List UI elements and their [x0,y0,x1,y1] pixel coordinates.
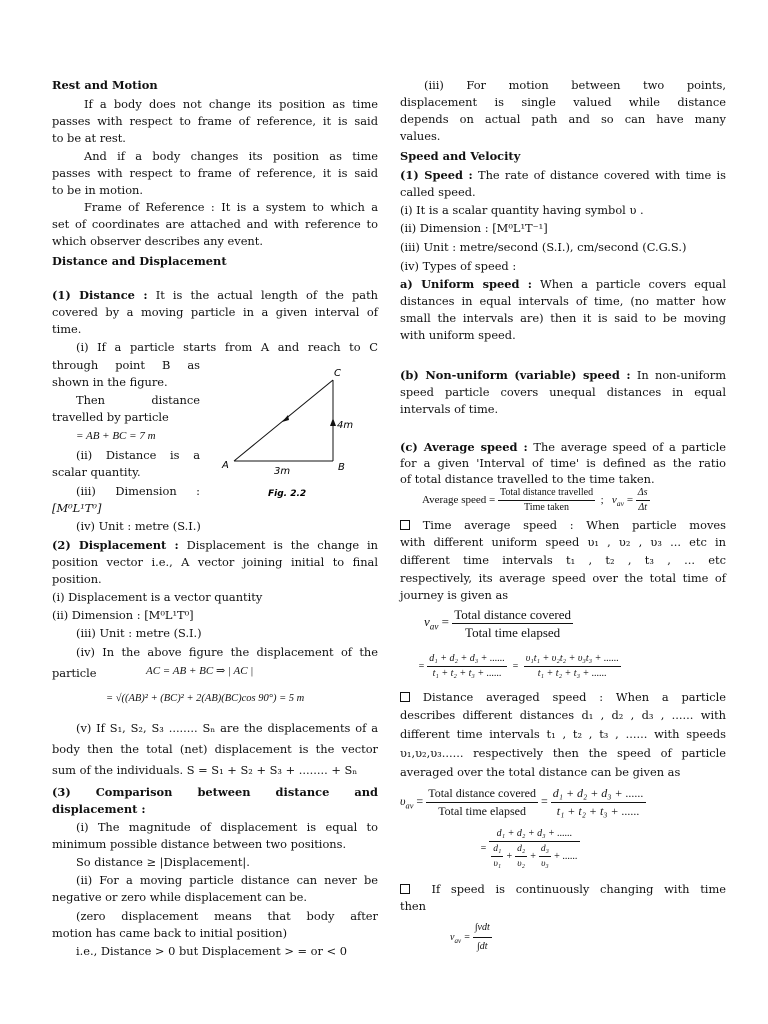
rest-line-2: passes with respect to frame of reference, it is said [52,114,378,128]
distance-ii-line-1: (ii) Distance is a [76,448,200,462]
comparison-so: So distance ≥ |Displacement|. [76,855,250,869]
vertex-b-label: B [338,462,345,473]
average-line-2: for a given 'Interval of time' is defined as the ratio [400,456,726,470]
displacement-line-3: position. [52,572,102,586]
comparison-i-line-2: minimum possible distance between two positions. [52,837,347,851]
heading-speed-velocity: Speed and Velocity [400,149,521,163]
continuous-line-1: If speed is continuously changing with time [400,882,726,896]
comparison-i-line-1: (i) The magnitude of displacement is equal to [76,820,378,834]
comparison-zero-line-1: (zero displacement means that body after [76,909,378,923]
distance-i-line-4: Then distance [76,393,200,407]
uniform-line-2: distances in equal intervals of time, (no matter how [400,294,726,308]
nonuniform-line-1: (b) Non-uniform (variable) speed : In non-uniform [400,368,727,382]
displacement-iv-particle: particle [52,666,97,680]
distance-line-1: (1) Distance : It is the actual length of the path [52,288,378,302]
comparison-heading-line-2: displacement : [52,802,146,816]
comparison-heading-line-1: (3) Comparison between distance and [52,785,378,799]
frame-line-3: which observer describes any event. [52,234,263,248]
speed-iv: (iv) Types of speed : [400,259,517,273]
displacement-i: (i) Displacement is a vector quantity [52,590,263,604]
uniform-heading: a) Uniform speed : [400,277,532,291]
side-ab-label: 3m [274,466,291,477]
checkbox-bullet-icon [400,884,410,894]
average-line-1: (c) Average speed : The average speed of a particle [400,440,726,454]
iii-line-2: displacement is single valued while distance [400,95,726,109]
rest-line-3: to be at rest. [52,131,126,145]
distance-average-line-1: Distance averaged speed : When a particle [400,690,726,704]
iii-line-1: (iii) For motion between two points, [424,78,726,92]
distance-unit: (iv) Unit : metre (S.I.) [76,519,201,533]
speed-ii: (ii) Dimension : [M⁰L¹T⁻¹] [400,221,548,235]
nonuniform-line-2: speed particle covers unequal distances in equal [400,385,726,399]
uniform-line-1: a) Uniform speed : When a particle covers equal [400,277,726,291]
distance-i-line-1: (i) If a particle starts from A and reach to C [76,340,378,354]
distance-i-line-3: shown in the figure. [52,375,168,389]
figure-caption: Fig. 2.2 [268,489,307,499]
time-average-line-3: different time intervals t₁ , t₂ , t₃ , ... etc [400,553,726,567]
displacement-v-line-1: (v) If S₁, S₂, S₃ ........ Sₙ are the displacements of a [76,721,378,735]
distance-i-line-5: travelled by particle [52,410,169,424]
displacement-v-line-3: sum of the individuals. S = S₁ + S₂ + S₃ + ........ + Sₙ [52,763,358,777]
comparison-ii-line-2: negative or zero while displacement can be. [52,890,307,904]
time-average-line-4: respectively, its average speed over the total time of [400,571,726,585]
vertex-a-label: A [222,460,229,471]
nonuniform-heading: (b) Non-uniform (variable) speed : [400,368,631,382]
distance-average-formula: $\upsilon_{av}$ = $\frac{\text{Total distance covered}}{\text{Total time elapsed}}$ = $\frac{\text{d₁ + d₂ + d₃ + ......}}{\text{t₁ + t₂ + t₃ + ......}}$ [400,785,644,818]
displacement-line-1: (2) Displacement : Displacement is the change in [52,538,379,552]
speed-iii: (iii) Unit : metre/second (S.I.), cm/second (C.G.S.) [400,240,687,254]
displacement-line-2: position vector i.e., A vector joining initial to final [52,555,378,569]
time-average-line-2: with different uniform speed υ₁ , υ₂ , υ₃ ... etc in [400,535,726,549]
distance-average-line-5: averaged over the total distance can be given as [400,765,681,779]
comparison-ie: i.e., Distance > 0 but Displacement > = or < 0 [76,944,348,958]
distance-average-velocity-formula: = d₁ + d₂ + d₃ + ...... $\frac{\text{d₁}}{\text{υ₁}}$ + $\frac{\text{d₂}}{\text{υ₂}}$ + $\frac{\text{d₃}}{\text{υ₃}}$ + ...... [480,827,578,869]
motion-line-3: to be in motion. [52,183,144,197]
distance-ii-line-2: scalar quantity. [52,465,141,479]
time-average-expanded-formula: = $\frac{\text{d₁ + d₂ + d₃ + ......}}{\text{t₁ + t₂ + t₃ + ......}}$ = $\frac{\text{υ₁t₁ + υ₂t₂ + υ₃t₃ + ......}}{\text{t₁ + t₂ + t₃ + ......}}$ [418,653,619,680]
speed-heading: (1) Speed : [400,168,473,182]
rest-line-1: If a body does not change its position as time [84,97,378,111]
distance-line-2: covered by a moving particle in a given interval of [52,305,378,319]
displacement-ii: (ii) Dimension : [M⁰L¹T⁰] [52,608,194,622]
motion-line-1: And if a body changes its position as time [84,149,378,163]
speed-line-1: (1) Speed : The rate of distance covered with time is [400,168,726,182]
heading-distance-displacement: Distance and Displacement [52,254,227,268]
displacement-heading: (2) Displacement : [52,538,179,552]
displacement-v-line-2: body then the total (net) displacement is the vector [52,742,378,756]
distance-heading: (1) Distance : [52,288,148,302]
speed-i: (i) It is a scalar quantity having symbol υ . [400,203,644,217]
displacement-vector-equation: AC = AB + BC ⇒ | AC | [146,665,254,677]
distance-average-line-2: describes different distances d₁ , d₂ , d₃ , ...... with [400,708,726,722]
time-average-formula: $v_{av}$ = $\frac{\text{Total distance covered}}{\text{Total time elapsed}}$ [424,606,571,640]
average-heading: (c) Average speed : [400,440,528,454]
comparison-ii-line-1: (ii) For a moving particle distance can never be [76,873,378,887]
average-speed-formula: Average speed = $\frac{\text{Total distance travelled}}{\text{Time taken}}$ ; $v_{av}$ = $\frac{\Delta s}{\Delta t}$ [422,487,648,513]
average-line-3: of total distance travelled to the time taken. [400,472,655,486]
displacement-root-equation: = √((AB)² + (BC)² + 2(AB)(BC)cos 90°) = 5 m [106,693,305,704]
continuous-formula: $v_{av}$ = $\frac{\text{∫vdt}}{\int dt}$ [450,918,492,958]
time-average-line-1: Time average speed : When particle moves [400,518,726,532]
speed-line-2: called speed. [400,185,476,199]
displacement-iii: (iii) Unit : metre (S.I.) [76,626,202,640]
comparison-zero-line-2: motion has came back to initial position) [52,926,288,940]
distance-sum-equation: = AB + BC = 7 m [76,430,156,442]
side-bc-label: 4m [337,420,354,431]
continuous-line-2: then [400,899,426,913]
distance-i-line-2: through point B as [52,358,200,372]
distance-figure [216,362,356,500]
distance-iii: (iii) Dimension : [76,484,200,498]
iii-line-4: values. [400,129,441,143]
frame-line-1: Frame of Reference : It is a system to which a [84,200,378,214]
distance-dimension: [M⁰L¹T⁰] [52,501,102,515]
distance-average-line-3: different time intervals t₁ , t₂ , t₃ , ...... with speeds [400,727,726,741]
distance-line-3: time. [52,322,82,336]
frame-line-2: set of coordinates are attached and with reference to [52,217,378,231]
heading-rest-and-motion: Rest and Motion [52,78,158,92]
time-average-line-5: journey is given as [400,588,509,602]
motion-line-2: passes with respect to frame of reference, it is said [52,166,378,180]
distance-average-line-4: υ₁,υ₂,υ₃...... respectively then the speed of particle [400,746,726,760]
uniform-line-3: small the intervals are) then it is said to be moving [400,311,726,325]
iii-line-3: depends on actual path and so can have many [400,112,726,126]
nonuniform-line-3: intervals of time. [400,402,499,416]
checkbox-bullet-icon [400,520,410,530]
vertex-c-label: C [334,368,341,379]
checkbox-bullet-icon [400,692,410,702]
uniform-line-4: with uniform speed. [400,328,516,342]
displacement-iv-line-1: (iv) In the above figure the displacement of the [76,645,378,659]
